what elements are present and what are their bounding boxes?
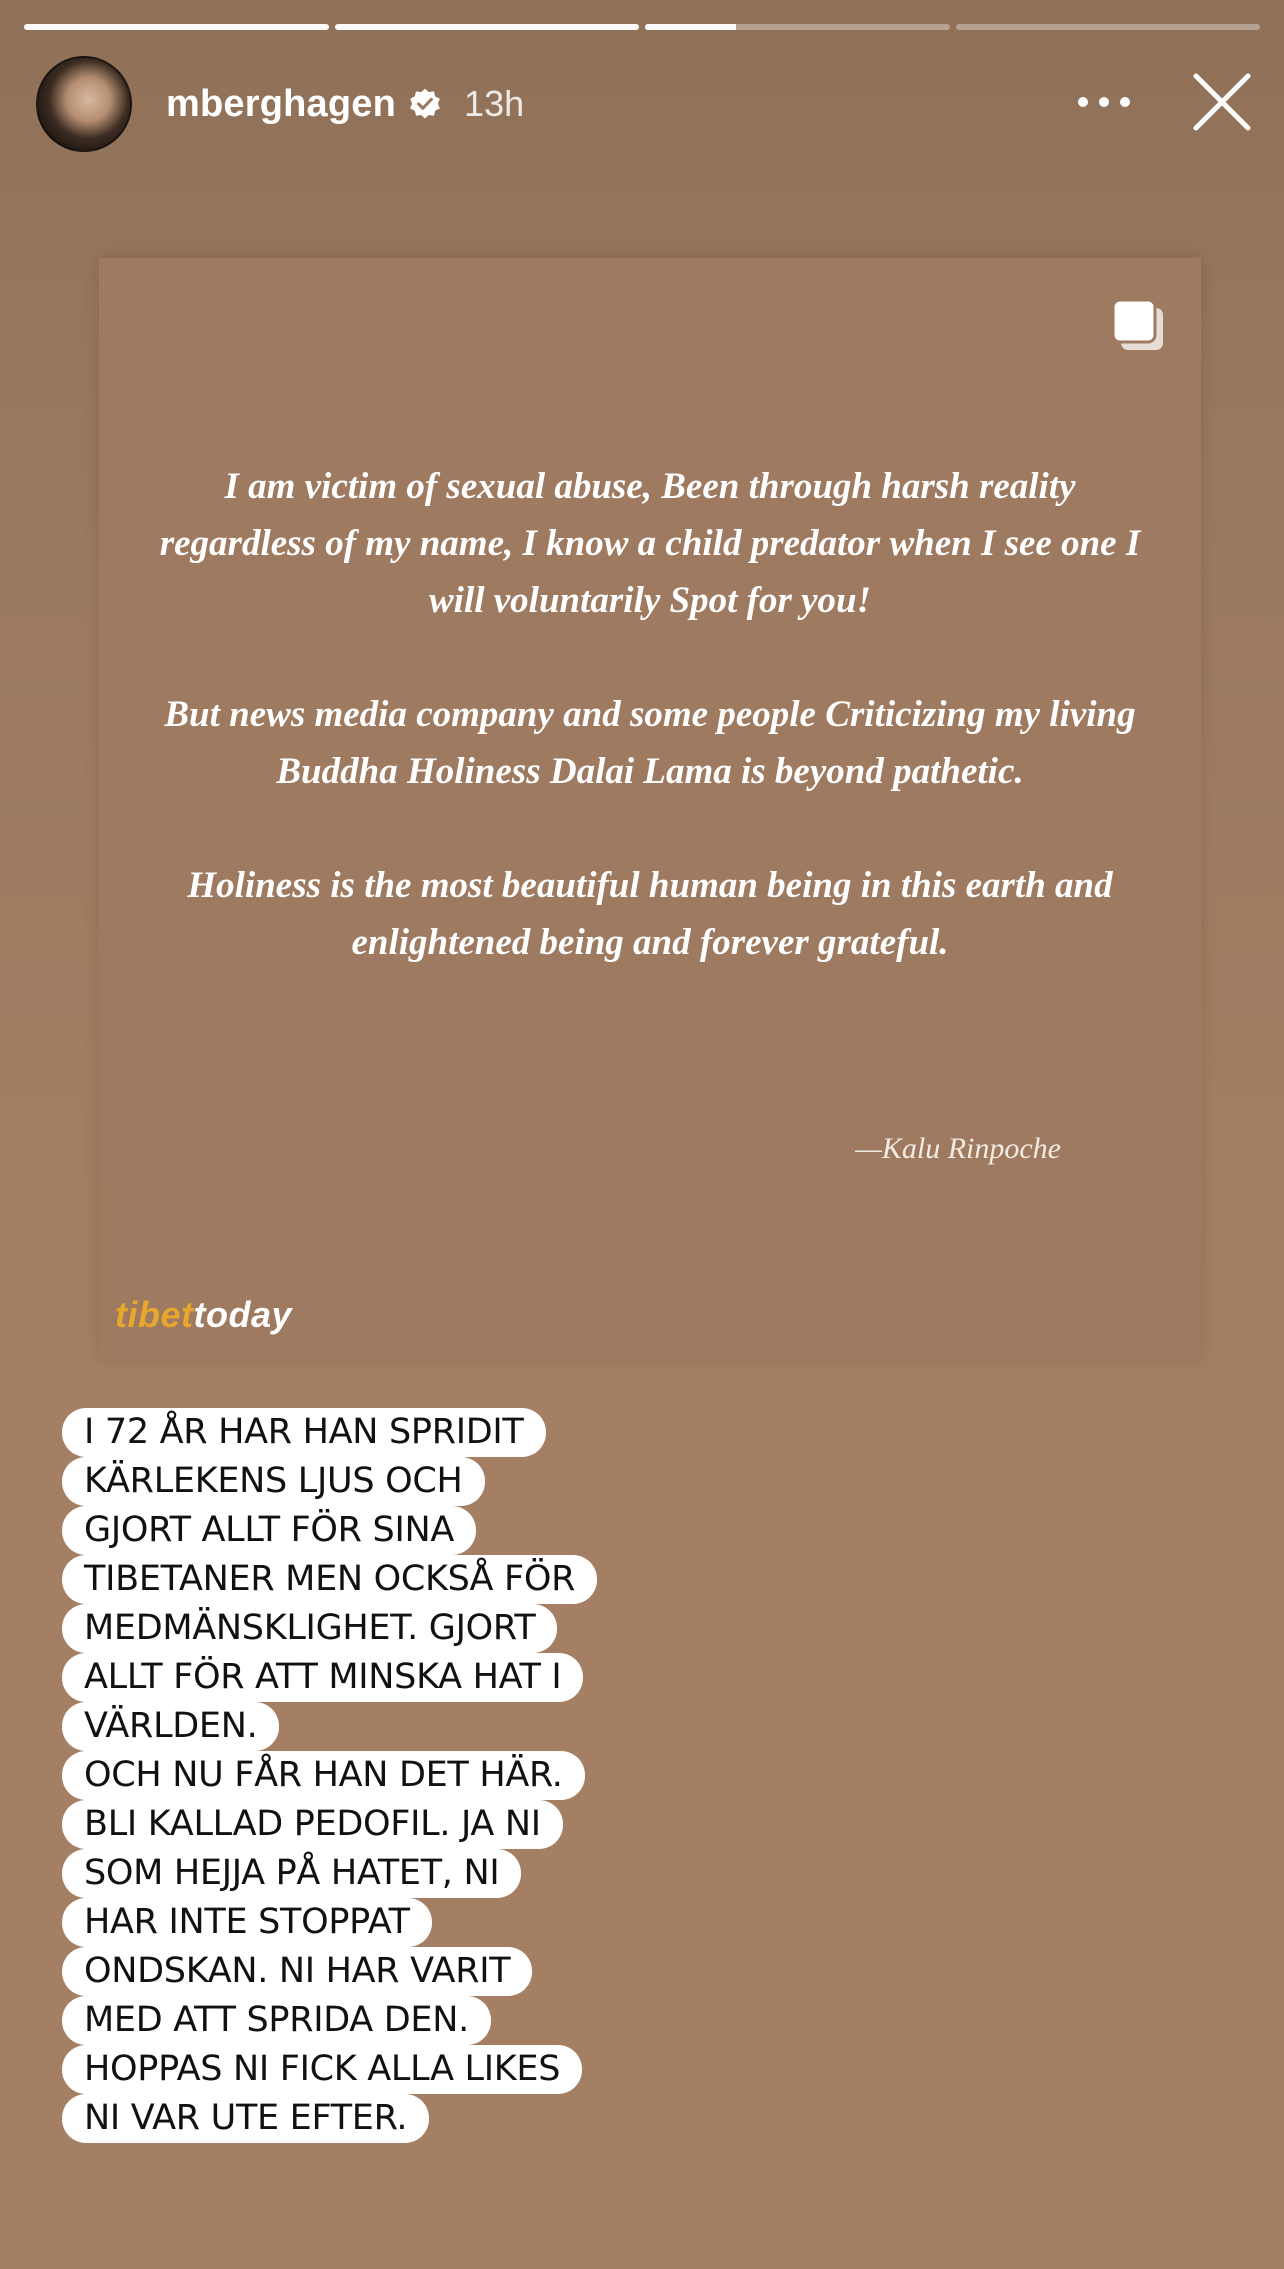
caption-line: HAR INTE STOPPAT — [62, 1898, 432, 1947]
quote-paragraph-2: But news media company and some people Criticizing my living Buddha Holiness Dalai Lama is beyond pathetic. — [164, 694, 1136, 792]
verified-badge-icon — [408, 87, 442, 121]
logo-part-today: today — [193, 1294, 293, 1335]
quote-text — [159, 458, 1141, 1028]
post-time: 13h — [464, 83, 525, 124]
caption-line: HOPPAS NI FICK ALLA LIKES — [62, 2045, 582, 2094]
caption-line: VÄRLDEN. — [62, 1702, 279, 1751]
tibettoday-logo — [115, 1294, 292, 1336]
caption-line: ALLT FÖR ATT MINSKA HAT I — [62, 1653, 583, 1702]
avatar[interactable] — [36, 56, 132, 152]
caption-line: SOM HEJJA PÅ HATET, NI — [62, 1849, 521, 1898]
close-button[interactable] — [1190, 70, 1254, 134]
progress-segment-1 — [24, 24, 329, 30]
caption-line: KÄRLEKENS LJUS OCH — [62, 1457, 485, 1506]
caption-line: NI VAR UTE EFTER. — [62, 2094, 429, 2143]
caption-line: I 72 ÅR HAR HAN SPRIDIT — [62, 1408, 546, 1457]
caption-line: MED ATT SPRIDA DEN. — [62, 1996, 491, 2045]
shared-post-card[interactable] — [99, 258, 1201, 1360]
progress-segment-3 — [645, 24, 950, 30]
story-header — [36, 56, 524, 152]
username[interactable]: mberghagen — [166, 82, 397, 125]
caption-line: TIBETANER MEN OCKSÅ FÖR — [62, 1555, 597, 1604]
progress-segment-4 — [956, 24, 1261, 30]
caption-text-sticker — [62, 1408, 662, 2143]
quote-paragraph-3: Holiness is the most beautiful human being in this earth and enlightened being and forever grateful. — [187, 865, 1113, 963]
caption-line: MEDMÄNSKLIGHET. GJORT — [62, 1604, 557, 1653]
quote-attribution: —Kalu Rinpoche — [855, 1132, 1061, 1165]
more-options-button[interactable] — [1072, 78, 1136, 126]
caption-line: BLI KALLAD PEDOFIL. JA NI — [62, 1800, 563, 1849]
quote-paragraph-1: I am victim of sexual abuse, Been through harsh reality regardless of my name, I know a child predator when I see one I will voluntarily Spot for you! — [159, 466, 1141, 621]
story-progress-bar — [24, 24, 1260, 30]
caption-line: GJORT ALLT FÖR SINA — [62, 1506, 476, 1555]
more-horizontal-icon — [1077, 96, 1131, 108]
progress-segment-2 — [335, 24, 640, 30]
close-icon — [1190, 70, 1254, 134]
caption-line: OCH NU FÅR HAN DET HÄR. — [62, 1751, 585, 1800]
caption-line: ONDSKAN. NI HAR VARIT — [62, 1947, 532, 1996]
multiple-posts-icon — [1109, 296, 1167, 354]
logo-part-tibet: tibet — [115, 1294, 194, 1335]
